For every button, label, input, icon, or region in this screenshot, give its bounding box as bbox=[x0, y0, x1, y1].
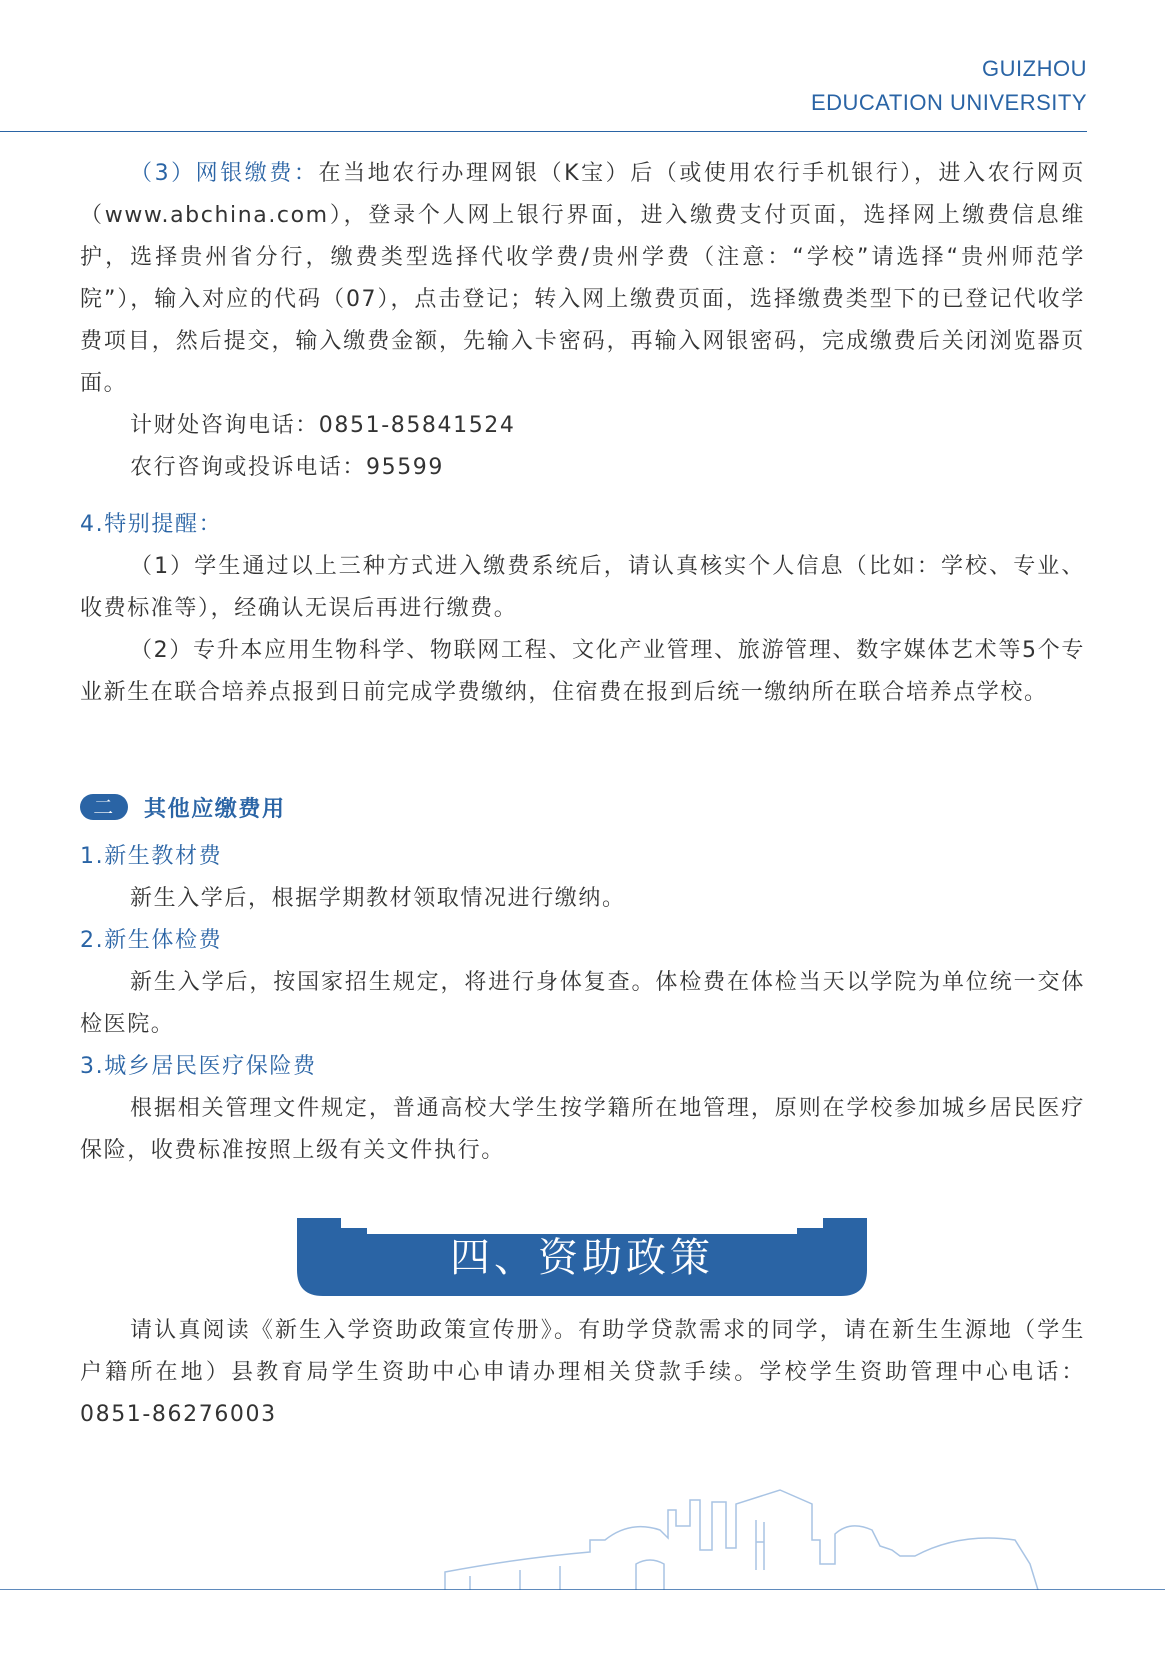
aid-policy-text: 请认真阅读《新生入学资助政策宣传册》。有助学贷款需求的同学，请在新生生源地（学生户籍所在地）县教育局学生资助中心申请办理相关贷款手续。学校学生资助管理中心电话：0851-86276003 bbox=[80, 1318, 1085, 1427]
fee-item-text: 根据相关管理文件规定，普通高校大学生按学籍所在地管理，原则在学校参加城乡居民医疗保险，收费标准按照上级有关文件执行。 bbox=[80, 1096, 1085, 1163]
online-bank-text: 在当地农行办理网银（K宝）后（或使用农行手机银行），进入农行网页（www.abchina.com），登录个人网上银行界面，进入缴费支付页面，选择网上缴费信息维护，选择贵州省分行，缴费类型选择代收学费/贵州学费（注意：“学校”请选择“贵州师范学院”），输入对应的代码（07），点击登记；转入网上缴费页面，选择缴费类型下的已登记代收学费项目，然后提交，输入缴费金额，先输入卡密码，再输入网银密码，完成缴费后关闭浏览器页面。 bbox=[80, 161, 1085, 396]
reminder-section bbox=[80, 504, 1085, 714]
online-bank-paragraph bbox=[80, 153, 1085, 405]
fee-item-title: 1.新生教材费 bbox=[80, 844, 223, 869]
section2-heading bbox=[80, 786, 1085, 828]
other-fees-section bbox=[80, 772, 1085, 1172]
section2-number-badge: 二 bbox=[80, 794, 128, 820]
aid-policy-section bbox=[80, 1310, 1085, 1436]
reminder-title: 4.特别提醒： bbox=[80, 512, 223, 537]
fee-item-title: 3.城乡居民医疗保险费 bbox=[80, 1054, 317, 1079]
header-divider bbox=[0, 131, 1087, 132]
brand-line-1: GUIZHOU bbox=[982, 56, 1087, 81]
reminder-item-1: （1）学生通过以上三种方式进入缴费系统后，请认真核实个人信息（比如：学校、专业、收费标准等），经确认无误后再进行缴费。 bbox=[80, 554, 1085, 621]
fee-item-text: 新生入学后，根据学期教材领取情况进行缴纳。 bbox=[130, 886, 626, 911]
section2-title: 其他应缴费用 bbox=[144, 796, 286, 822]
finance-phone: 计财处咨询电话：0851-85841524 bbox=[130, 413, 516, 438]
university-brand bbox=[811, 52, 1087, 120]
online-bank-section bbox=[80, 153, 1085, 489]
campus-skyline-illustration bbox=[0, 1480, 1165, 1590]
section4-title: 四、资助政策 bbox=[450, 1235, 714, 1281]
fee-item-text: 新生入学后，按国家招生规定，将进行身体复查。体检费在体检当天以学院为单位统一交体检医院。 bbox=[80, 970, 1085, 1037]
online-bank-label: （3）网银缴费： bbox=[130, 161, 319, 186]
fee-item-title: 2.新生体检费 bbox=[80, 928, 223, 953]
brand-line-2: EDUCATION UNIVERSITY bbox=[810, 90, 1087, 115]
reminder-item-2: （2）专升本应用生物科学、物联网工程、文化产业管理、旅游管理、数字媒体艺术等5个专业新生在联合培养点报到日前完成学费缴纳，住宿费在报到后统一缴纳所在联合培养点学校。 bbox=[80, 638, 1085, 705]
abc-phone: 农行咨询或投诉电话：95599 bbox=[130, 455, 444, 480]
